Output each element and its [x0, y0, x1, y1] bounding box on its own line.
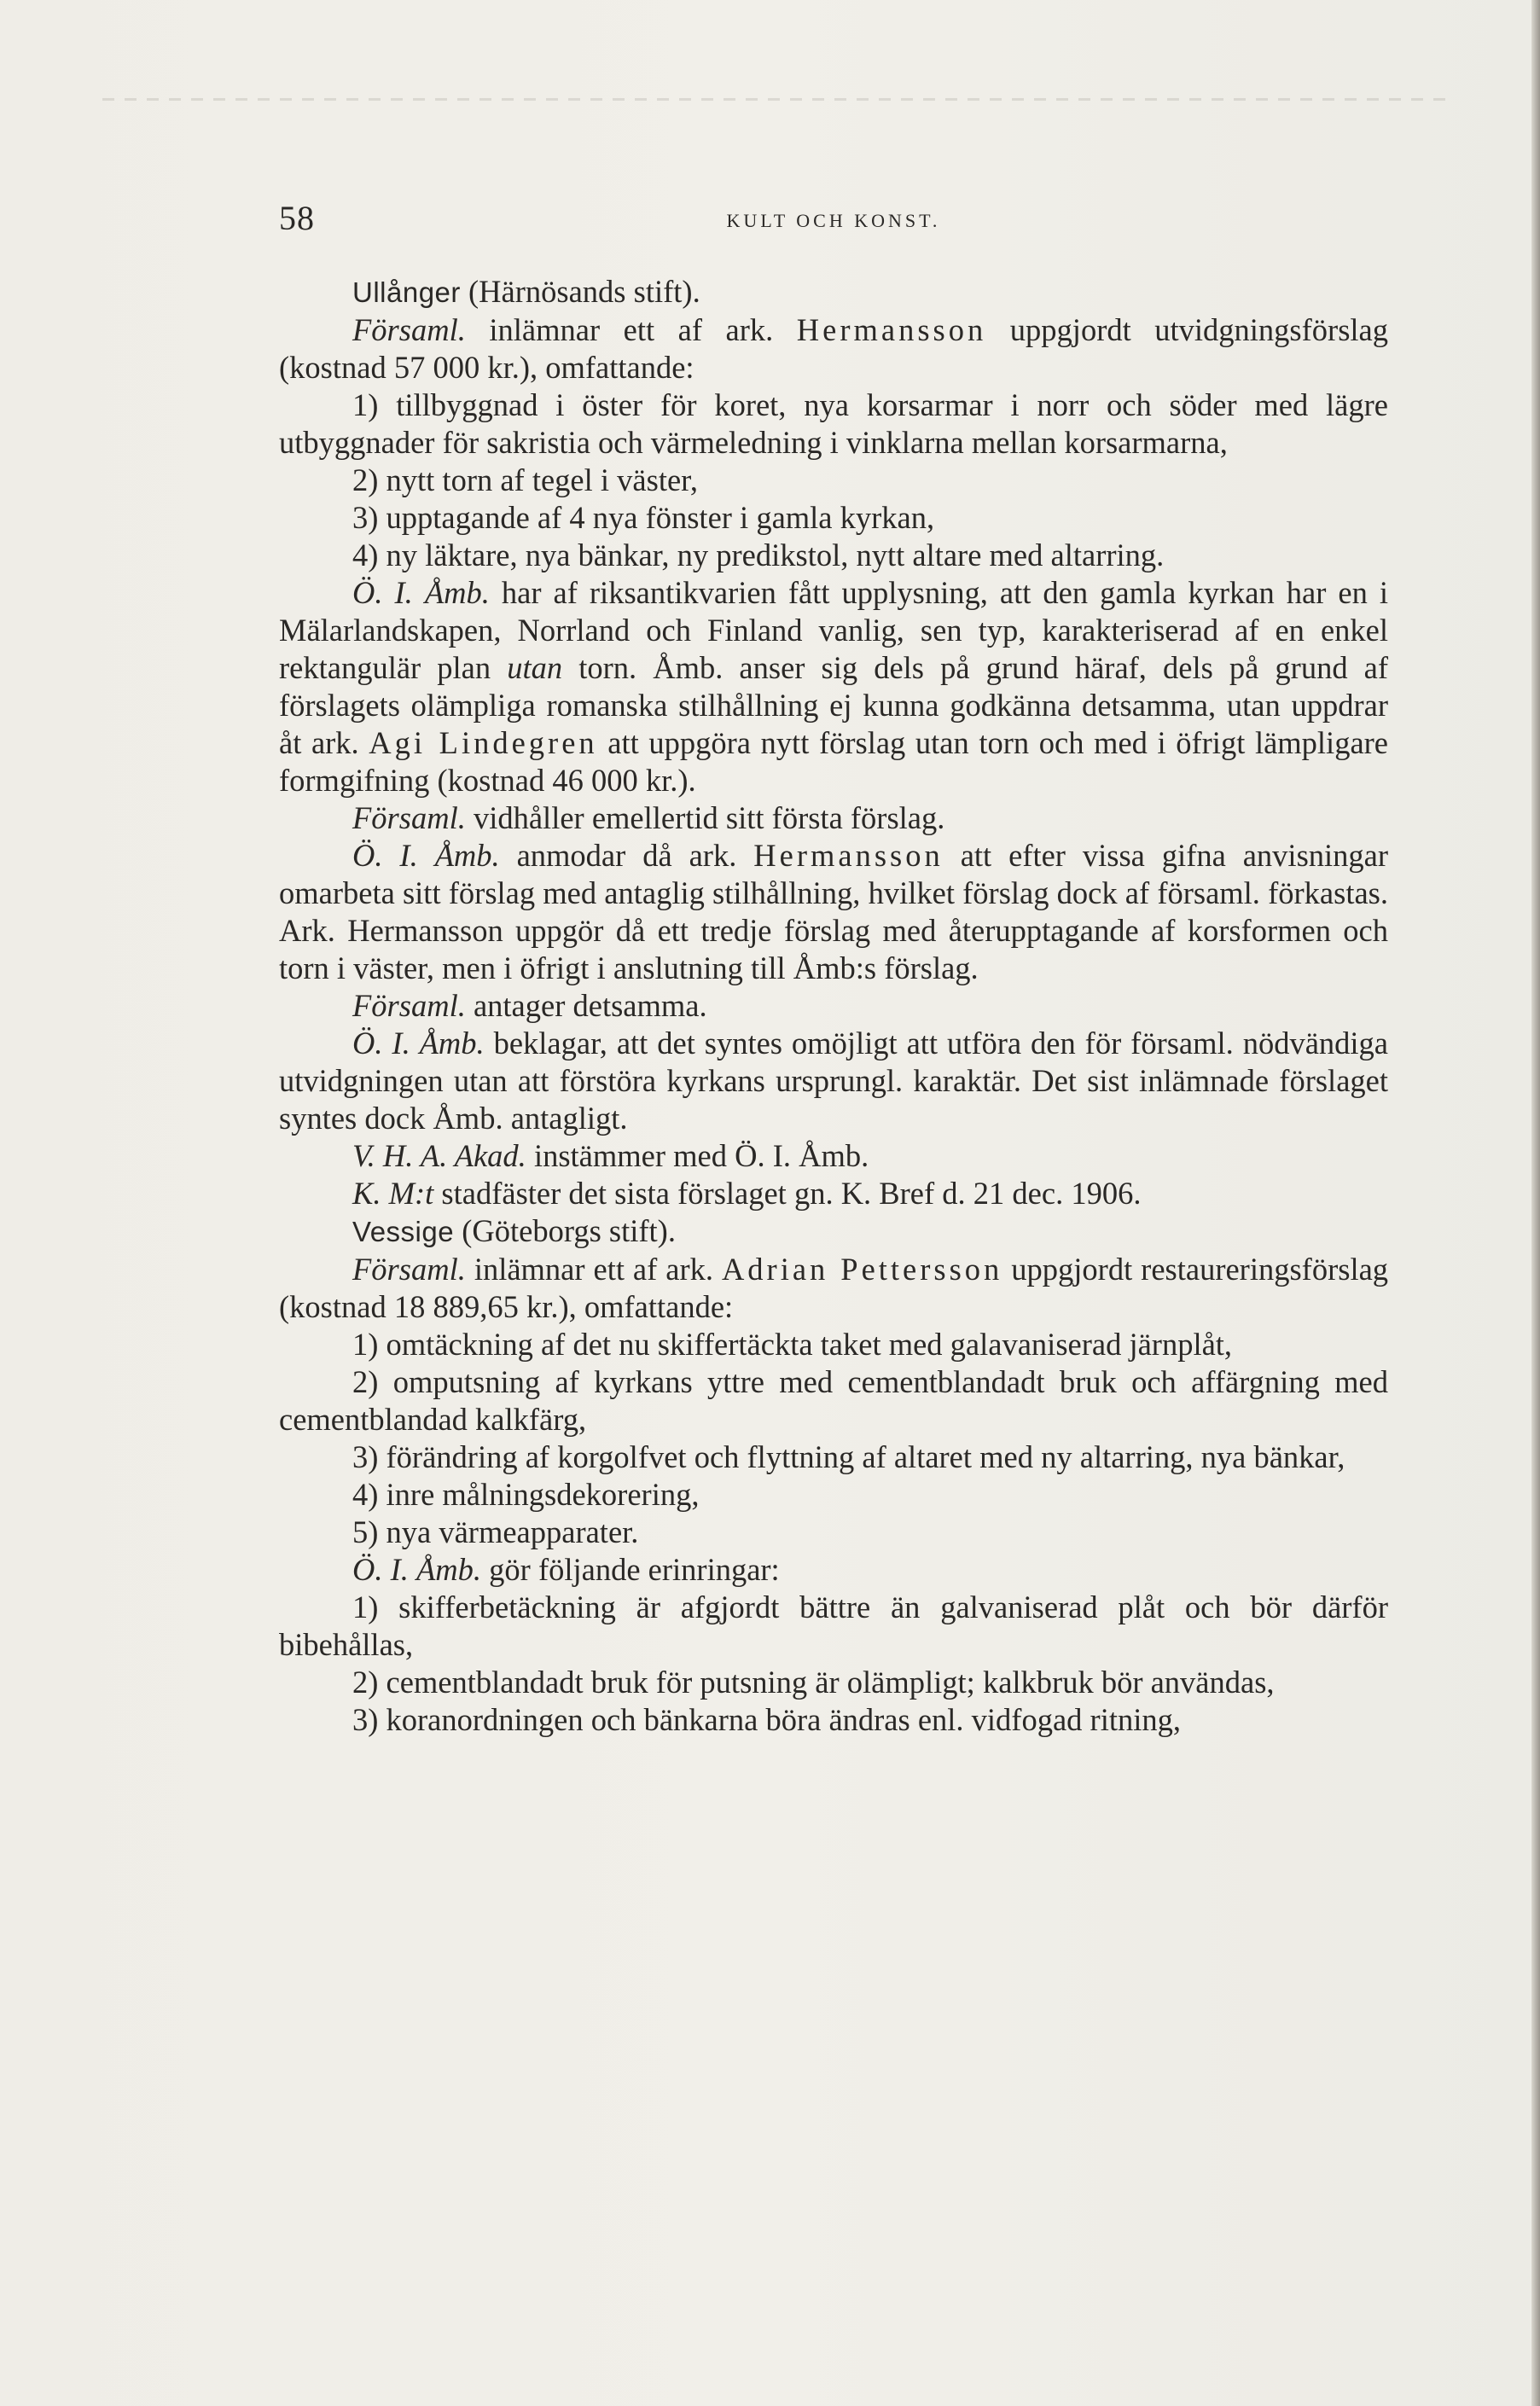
paragraph: K. M:t stadfäster det sista förslaget gn. K. Bref d. 21 dec. 1906. — [352, 1176, 1142, 1211]
diocese: (Härnösands stift). — [468, 274, 700, 309]
paragraph: Församl. antager detsamma. — [352, 988, 707, 1023]
page-header — [279, 198, 1388, 249]
page-number: 58 — [279, 199, 315, 237]
running-head: KULT OCH KONST. — [726, 210, 941, 231]
paragraph: V. H. A. Akad. instämmer med Ö. I. Åmb. — [352, 1138, 869, 1173]
parish-heading-ullanger — [279, 273, 1388, 311]
architect-name: Adrian Pettersson — [721, 1252, 1003, 1287]
scan-artifact-line — [102, 98, 1450, 101]
list-item: 2) nytt torn af tegel i väster, — [352, 462, 698, 497]
page-body — [279, 273, 1388, 1739]
list-item: 4) inre målningsdekorering, — [352, 1477, 700, 1512]
paragraph: Ö. I. Åmb. gör följande erinringar: — [352, 1552, 780, 1587]
parish-name: Vessige — [352, 1216, 455, 1247]
page-edge-shadow — [1531, 0, 1540, 2406]
paragraph: Församl. vidhåller emellertid sitt första förslag. — [352, 800, 945, 835]
list-item: 1) skifferbetäckning är afgjordt bättre än galvaniserad plåt och bör därför bibehållas, — [279, 1589, 1388, 1662]
list-item: 5) nya värmeapparater. — [352, 1514, 639, 1549]
paragraph: Ö. I. Åmb. har af riksantikvarien fått upplysning, att den gamla kyrkan har en i Mälarlandskapen, Norrland och Finland vanlig, sen typ, karakteriserad af en enkel rektangulär plan utan torn. Åmb. anser sig dels på grund häraf, dels på grund af förslagets olämpliga romanska stilhållning ej kunna godkänna detsamma, utan uppdrar åt ark. Agi Lindegren att uppgöra nytt förslag utan torn och med i öfrigt lämpligare formgifning (kostnad 46 000 kr.). — [279, 575, 1389, 798]
paragraph: Ö. I. Åmb. anmodar då ark. Hermansson att efter vissa gifna anvisningar omarbeta sitt förslag med antaglig stilhållning, hvilket förslag dock af församl. förkastas. Ark. Hermansson uppgör då ett tredje förslag med återupptagande af korsformen och torn i väster, men i öfrigt i anslutning till Åmb:s förslag. — [279, 838, 1389, 985]
list-item: 1) tillbyggnad i öster för koret, nya korsarmar i norr och söder med lägre utbyggnader för sakristia och värmeledning i vinklarna mellan korsarmarna, — [279, 387, 1388, 460]
list-item: 2) omputsning af kyrkans yttre med cementblandadt bruk och affärgning med cementblandad kalkfärg, — [279, 1364, 1388, 1437]
list-item: 1) omtäckning af det nu skiffertäckta taket med galavaniserad järnplåt, — [352, 1327, 1233, 1362]
list-item: 3) förändring af korgolfvet och flyttning af altaret med ny altarring, nya bänkar, — [352, 1439, 1345, 1474]
parish-heading-vessige — [279, 1212, 1388, 1251]
list-item: 3) upptagande af 4 nya fönster i gamla kyrkan, — [352, 500, 935, 535]
parish-name: Ullånger — [352, 276, 461, 308]
diocese: (Göteborgs stift). — [462, 1213, 676, 1248]
list-item: 3) koranordningen och bänkarna böra ändras enl. vidfogad ritning, — [352, 1702, 1181, 1737]
paragraph: Församl. inlämnar ett af ark. Hermansson uppgjordt utvidgningsförslag (kostnad 57 000 kr.), omfattande: — [279, 312, 1388, 385]
paragraph: Ö. I. Åmb. beklagar, att det syntes omöjligt att utföra den för församl. nödvändiga utvidgningen utan att förstöra kyrkans ursprungl. karaktär. Det sist inlämnade förslaget syntes dock Åmb. antagligt. — [279, 1026, 1389, 1136]
paragraph: Församl. inlämnar ett af ark. Adrian Pettersson uppgjordt restaureringsförslag (kostnad 18 889,65 kr.), omfattande: — [279, 1252, 1389, 1324]
list-item: 4) ny läktare, nya bänkar, ny predikstol, nytt altare med altarring. — [352, 538, 1165, 572]
architect-name: Hermansson — [796, 312, 987, 347]
list-item: 2) cementblandadt bruk för putsning är olämpligt; kalkbruk bör användas, — [352, 1665, 1275, 1700]
architect-name: Hermansson — [753, 838, 944, 873]
architect-name: Agi Lindegren — [369, 725, 598, 760]
